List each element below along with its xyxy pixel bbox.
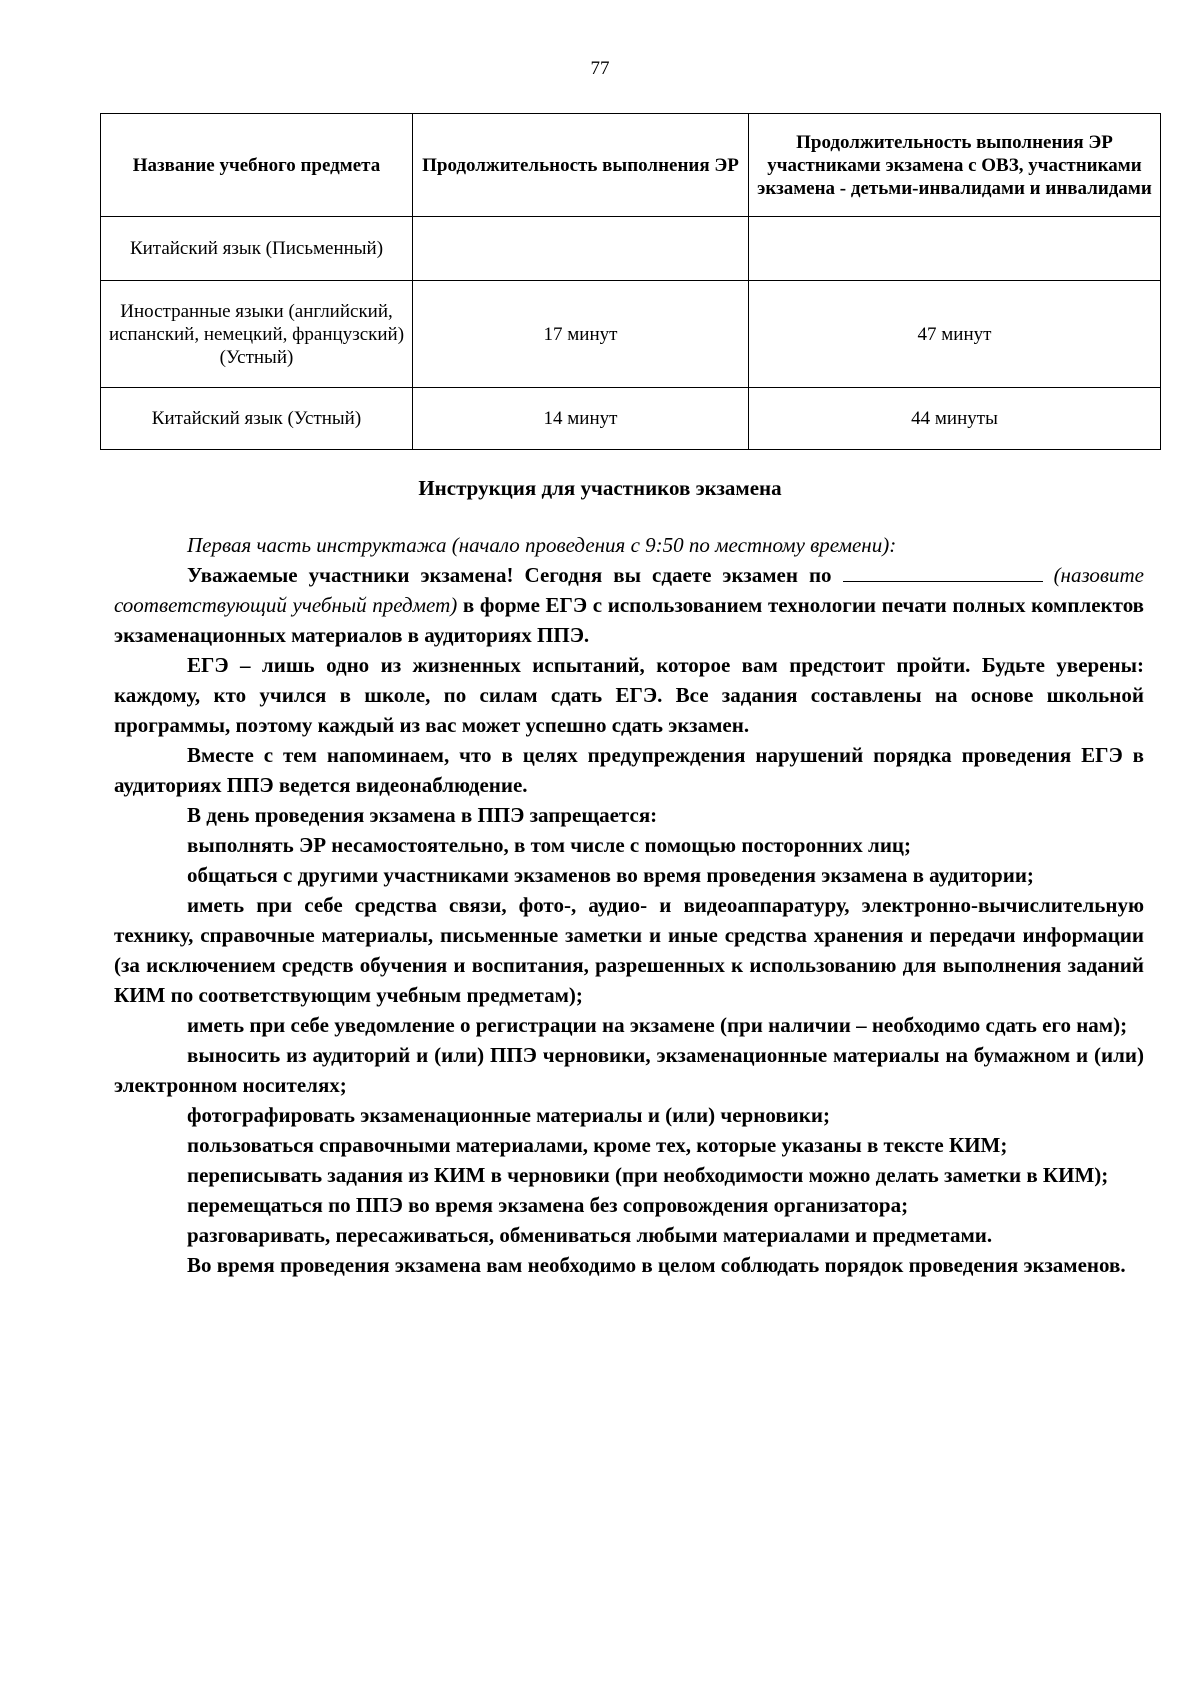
cell-subject: Китайский язык (Устный) — [101, 388, 413, 450]
paragraph: ЕГЭ – лишь одно из жизненных испытаний, которое вам предстоит пройти. Будьте уверены: каждому, кто учился в школе, по силам сдать ЕГЭ. Все задания составлены на основе школьной программы, поэтому каждый из вас может успешно сдать экзамен. — [114, 653, 1144, 737]
cell-duration — [413, 217, 749, 281]
section-title: Инструкция для участников экзамена — [418, 476, 782, 500]
cell-duration-ovz: 47 минут — [749, 281, 1161, 388]
prohibition-item: фотографировать экзаменационные материалы и (или) черновики; — [187, 1103, 830, 1127]
greeting-part2: в форме ЕГЭ с использованием технологии печати полных комплектов экзаменационных материалов в аудиториях ППЭ. — [114, 593, 1145, 647]
intro-italic: Первая часть инструктажа (начало проведения с 9:50 по местному времени): — [187, 533, 897, 557]
paragraph: В день проведения экзамена в ППЭ запрещается: — [187, 803, 658, 827]
cell-duration-ovz: 44 минуты — [749, 388, 1161, 450]
cell-duration: 17 минут — [413, 281, 749, 388]
prohibition-item: общаться с другими участниками экзаменов во время проведения экзамена в аудитории; — [187, 863, 1034, 887]
prohibition-item: разговаривать, пересаживаться, обмениваться любыми материалами и предметами. — [187, 1223, 993, 1247]
cell-duration-ovz — [749, 217, 1161, 281]
greeting-paragraph — [114, 560, 1144, 650]
cell-subject: Китайский язык (Письменный) — [101, 217, 413, 281]
prohibition-item: иметь при себе средства связи, фото-, аудио- и видеоаппаратуру, электронно-вычислительную технику, справочные материалы, письменные заметки и иные средства хранения и передачи информации (за исключением средств обучения и воспитания, разрешенных к использованию для выполнения заданий КИМ по соответствующим учебным предметам); — [114, 893, 1144, 1007]
cell-subject: Иностранные языки (английский, испанский, немецкий, французский) (Устный) — [101, 281, 413, 388]
prohibition-item: иметь при себе уведомление о регистрации на экзамене (при наличии – необходимо сдать его нам); — [187, 1013, 1128, 1037]
table-row — [101, 217, 1161, 281]
prohibition-item: выносить из аудиторий и (или) ППЭ черновики, экзаменационные материалы на бумажном и (или) электронном носителях; — [114, 1043, 1144, 1097]
subject-blank-line — [843, 561, 1043, 582]
prohibition-item: выполнять ЭР несамостоятельно, в том числе с помощью посторонних лиц; — [187, 833, 912, 857]
exam-duration-table — [100, 113, 1161, 450]
instruction-text — [114, 530, 1144, 1280]
table-row — [101, 281, 1161, 388]
paragraph: Во время проведения экзамена вам необходимо в целом соблюдать порядок проведения экзаменов. — [187, 1253, 1126, 1277]
table-row — [101, 388, 1161, 450]
header-subject: Название учебного предмета — [101, 114, 413, 217]
prohibition-item: переписывать задания из КИМ в черновики (при необходимости можно делать заметки в КИМ); — [187, 1163, 1109, 1187]
greeting-italic: (назовите соответствующий учебный предмет) — [114, 563, 1144, 617]
header-duration: Продолжительность выполнения ЭР — [413, 114, 749, 217]
greeting-part1: Уважаемые участники экзамена! Сегодня вы сдаете экзамен по — [187, 563, 832, 587]
cell-duration: 14 минут — [413, 388, 749, 450]
prohibition-item: перемещаться по ППЭ во время экзамена без сопровождения организатора; — [187, 1193, 909, 1217]
paragraph: Вместе с тем напоминаем, что в целях предупреждения нарушений порядка проведения ЕГЭ в аудиториях ППЭ ведется видеонаблюдение. — [114, 743, 1144, 797]
page-number: 77 — [590, 58, 610, 79]
header-duration-ovz: Продолжительность выполнения ЭР участниками экзамена с ОВЗ, участниками экзамена - детьми-инвалидами и инвалидами — [749, 114, 1161, 217]
prohibition-item: пользоваться справочными материалами, кроме тех, которые указаны в тексте КИМ; — [187, 1133, 1008, 1157]
table-header-row — [101, 114, 1161, 217]
